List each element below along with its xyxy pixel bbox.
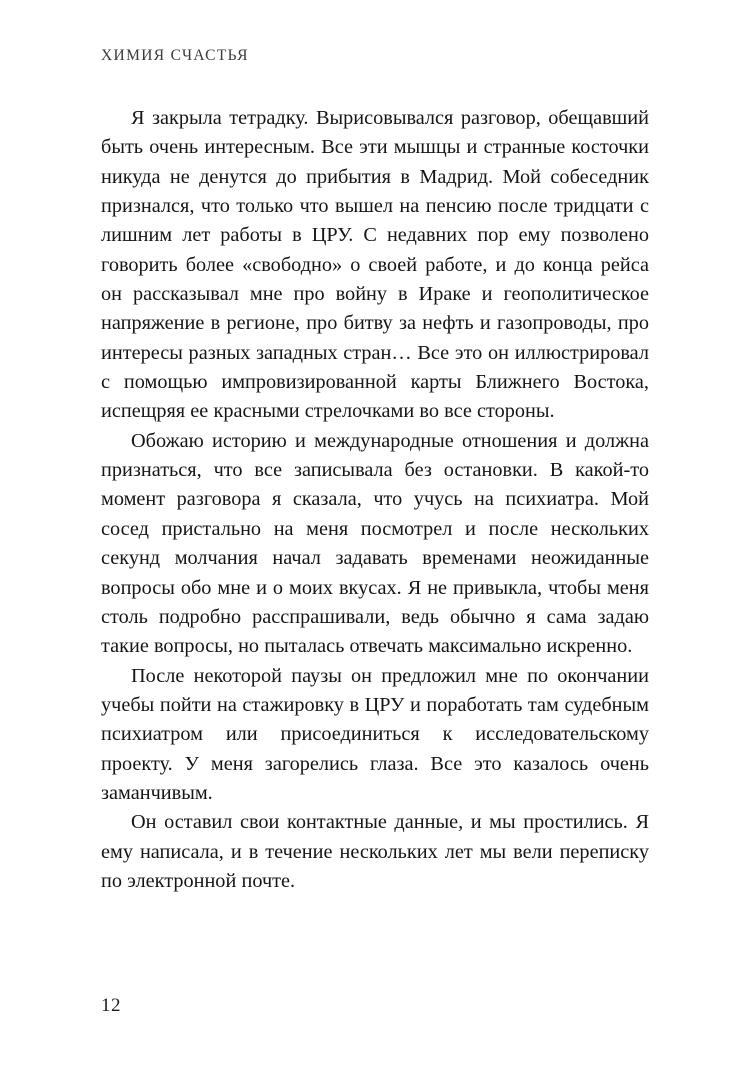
body-text-block bbox=[101, 104, 649, 896]
paragraph: Он оставил свои контактные данные, и мы простились. Я ему написала, и в течение нескольких лет мы вели переписку по электронной почте. bbox=[101, 811, 649, 892]
paragraph: Обожаю историю и международные отношения и должна признаться, что все записывала без остановки. В какой-то момент разговора я сказала, что учусь на психиатра. Мой сосед пристально на меня посмотрел и после нескольких секунд молчания начал задавать временами неожиданные вопросы обо мне и о моих вкусах. Я не привыкла, чтобы меня столь подробно расспрашивали, ведь обычно я сама задаю такие вопросы, но пыталась отвечать максимально искренно. bbox=[101, 429, 649, 658]
running-head: ХИМИЯ СЧАСТЬЯ bbox=[101, 47, 249, 64]
paragraph: Я закрыла тетрадку. Вырисовывался разговор, обещавший быть очень интересным. Все эти мышцы и странные косточки никуда не денутся до прибытия в Мадрид. Мой собеседник признался, что только что вышел на пенсию после тридцати с лишним лет работы в ЦРУ. С недавних пор ему позволено говорить более «свободно» о своей работе, и до конца рейса он рассказывал мне про войну в Ираке и геополитическое напряжение в регионе, про битву за нефть и газопроводы, про интересы разных западных стран… Все это он иллюстрировал с помощью импровизированной карты Ближнего Востока, испещряя ее красными стрелочками во все стороны. bbox=[101, 107, 649, 423]
page-number: 12 bbox=[101, 995, 121, 1016]
paragraph: После некоторой паузы он предложил мне по окончании учебы пойти на стажировку в ЦРУ и поработать там судебным психиатром или присоединиться к исследовательскому проекту. У меня загорелись глаза. Все это казалось очень заманчивым. bbox=[101, 664, 649, 804]
